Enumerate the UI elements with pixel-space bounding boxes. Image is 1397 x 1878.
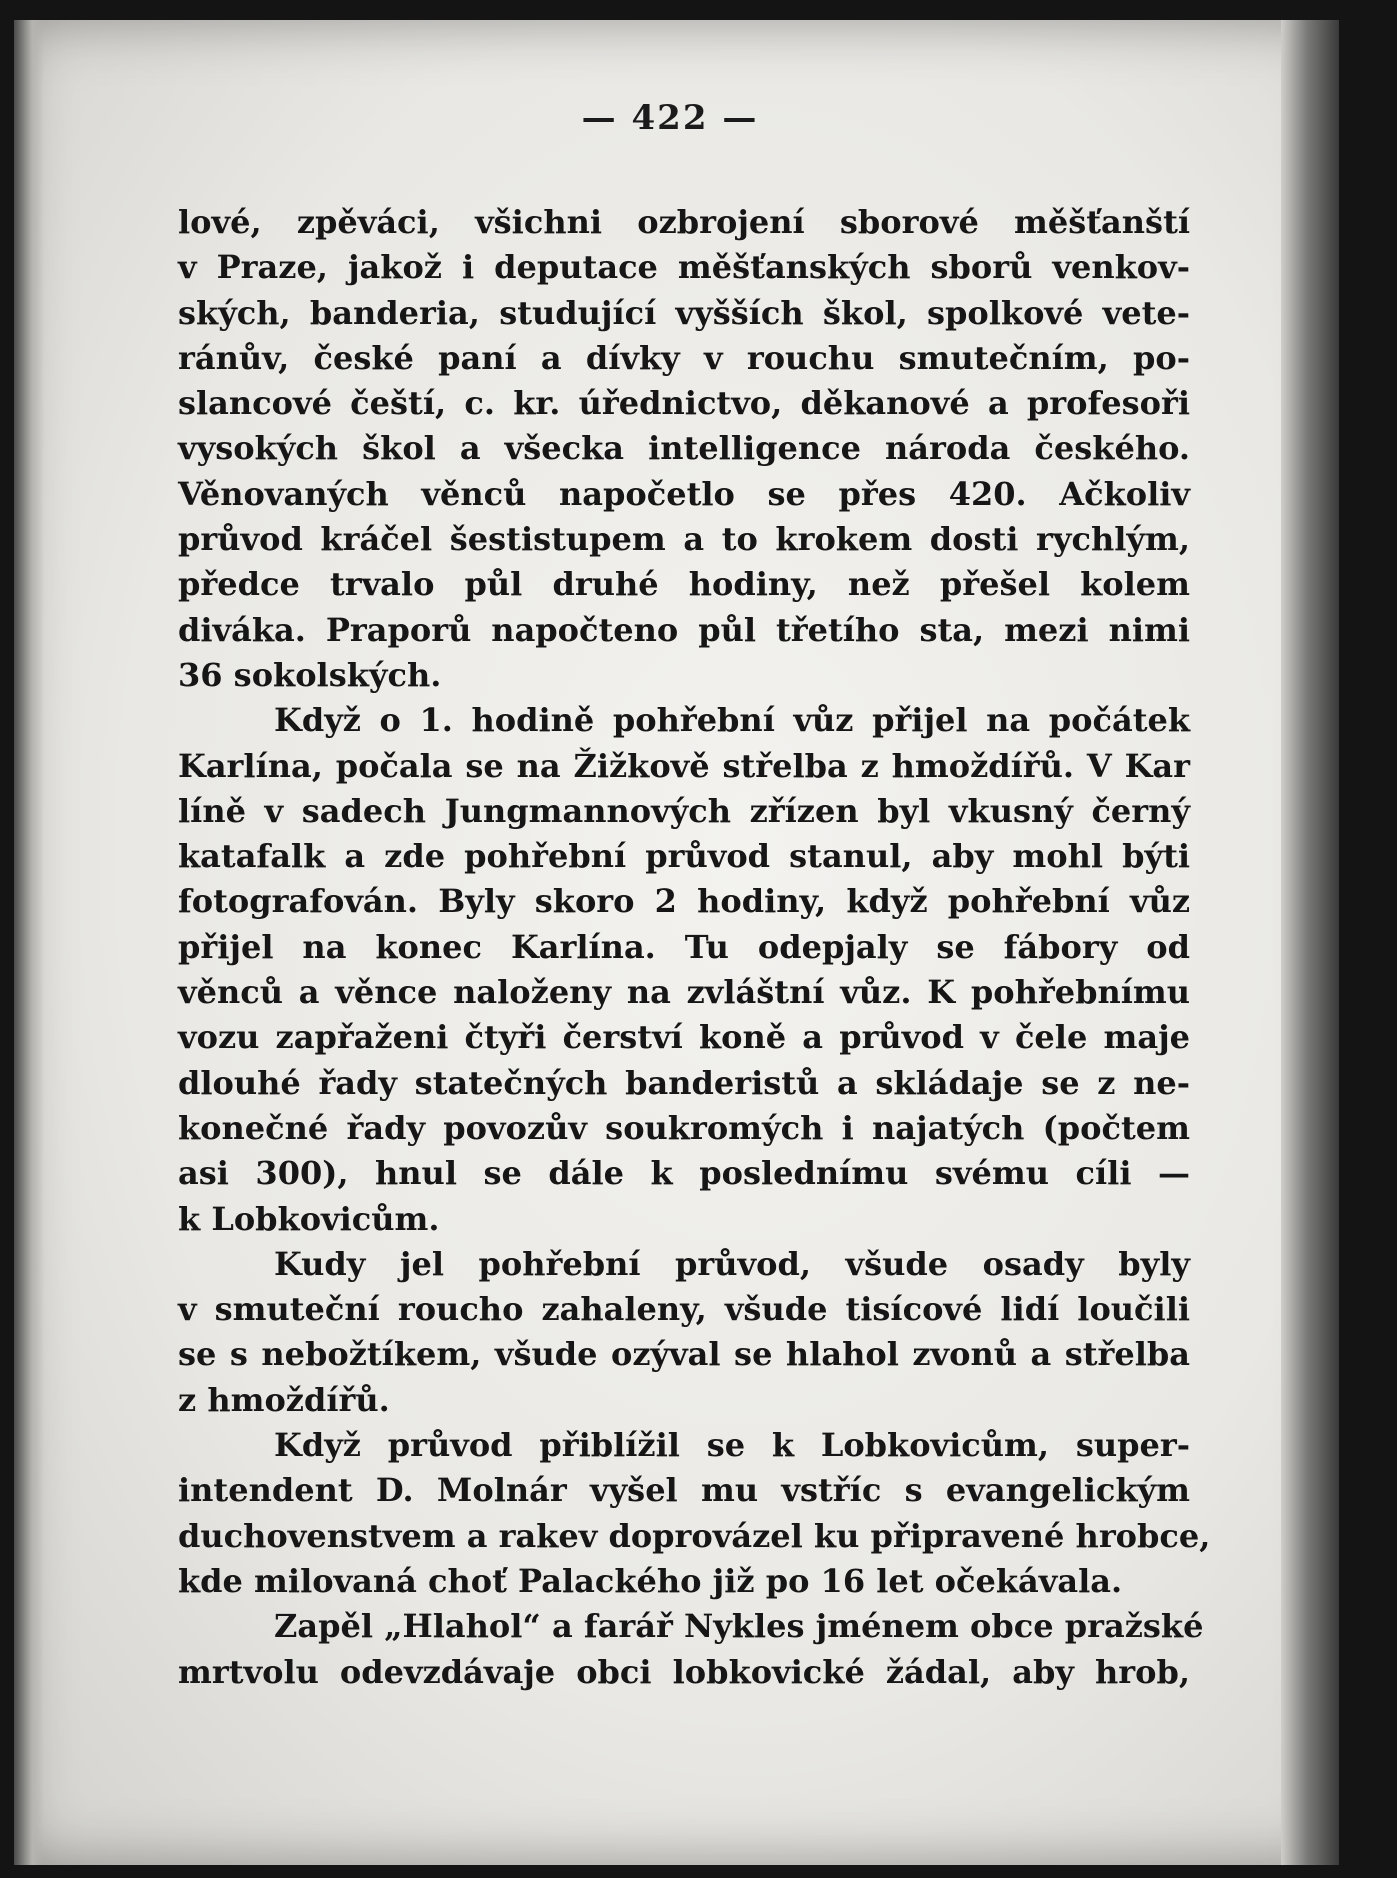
- text-line: ránův, české paní a dívky v rouchu smutečním, po-: [178, 338, 1190, 377]
- text-line: diváka. Praporů napočteno půl třetího sta, mezi nimi: [178, 610, 1190, 649]
- text-line: líně v sadech Jungmannových zřízen byl vkusný černý: [178, 791, 1190, 830]
- text-line: průvod kráčel šestistupem a to krokem dosti rychlým,: [178, 520, 1190, 559]
- text-line: Zapěl „Hlahol“ a farář Nykles jménem obce pražské: [274, 1607, 1204, 1646]
- text-line: lové, zpěváci, všichni ozbrojení sborové měšťanští: [178, 203, 1190, 241]
- page-spine-edge: [1281, 20, 1339, 1865]
- text-line: vysokých škol a všecka intelligence národa českého.: [178, 429, 1190, 468]
- text-line: intendent D. Molnár vyšel mu vstříc s evangelickým: [178, 1471, 1190, 1510]
- page-number: — 422 —: [581, 98, 759, 138]
- text-line: v Praze, jakož i deputace měšťanských sborů venkov-: [178, 248, 1190, 287]
- text-line: dlouhé řady statečných banderistů a skládaje se z ne-: [178, 1063, 1190, 1102]
- text-line: katafalk a zde pohřební průvod stanul, aby mohl býti: [178, 837, 1190, 876]
- text-line: Když o 1. hodině pohřební vůz přijel na počátek: [274, 701, 1190, 740]
- text-line: mrtvolu odevzdávaje obci lobkovické žádal, aby hrob,: [178, 1652, 1190, 1691]
- text-line: Věnovaných věnců napočetlo se přes 420. Ačkoliv: [178, 474, 1190, 513]
- body-text: [178, 200, 1211, 1695]
- text-line: se s nebožtíkem, všude ozýval se hlahol zvonů a střelba: [178, 1335, 1190, 1374]
- text-line: Karlína, počala se na Žižkově střelba z hmoždířů. V Kar: [178, 746, 1190, 785]
- text-line: 36 sokolských.: [178, 655, 442, 694]
- text-line: vozu zapřaženi čtyři čerství koně a průvod v čele maje: [178, 1018, 1190, 1057]
- text-line: konečné řady povozův soukromých i najatých (počtem: [178, 1108, 1190, 1147]
- text-line: ských, banderia, studující vyšších škol, spolkové vete-: [178, 293, 1190, 332]
- text-line: věnců a věnce naloženy na zvláštní vůz. K pohřebnímu: [178, 973, 1190, 1012]
- text-line: Když průvod přiblížil se k Lobkovicům, super-: [274, 1426, 1190, 1465]
- text-line: přijel na konec Karlína. Tu odepjaly se fábory od: [178, 927, 1190, 966]
- text-line: slancové čeští, c. kr. úřednictvo, děkanové a profesoři: [178, 384, 1190, 423]
- text-line: v smuteční roucho zahaleny, všude tisícové lidí loučili: [178, 1290, 1190, 1329]
- text-line: Kudy jel pohřební průvod, všude osady byly: [274, 1244, 1190, 1283]
- text-line: kde milovaná choť Palackého již po 16 let očekávala.: [178, 1561, 1123, 1600]
- text-line: asi 300), hnul se dále k poslednímu svému cíli —: [178, 1154, 1190, 1193]
- text-line: duchovenstvem a rakev doprovázel ku připravené hrobce,: [178, 1516, 1211, 1555]
- text-line: k Lobkovicům.: [178, 1199, 440, 1238]
- text-line: z hmoždířů.: [178, 1380, 390, 1419]
- text-line: předce trvalo půl druhé hodiny, než přešel kolem: [178, 565, 1190, 604]
- text-line: fotografován. Byly skoro 2 hodiny, když pohřební vůz: [178, 882, 1190, 921]
- page-left-shadow: [14, 20, 44, 1865]
